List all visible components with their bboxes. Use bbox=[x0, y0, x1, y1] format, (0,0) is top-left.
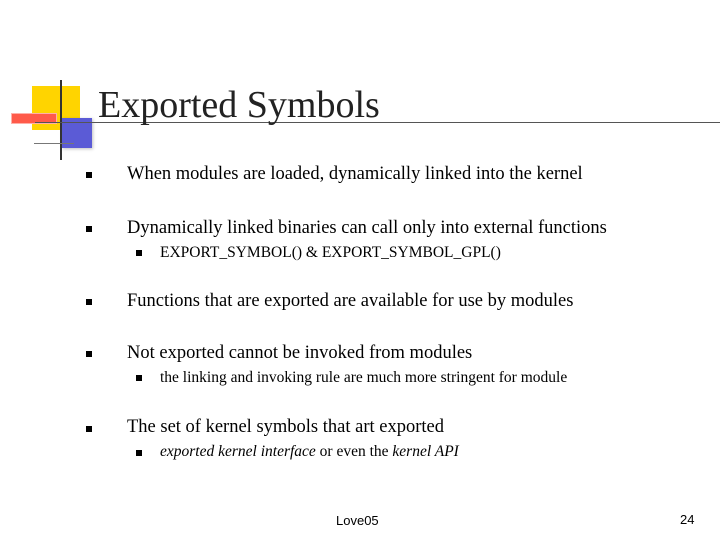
bullet-marker bbox=[86, 426, 92, 432]
slide-footer: Love05 bbox=[336, 513, 379, 528]
bullet-text: The set of kernel symbols that art exported bbox=[127, 417, 444, 437]
sub-bullet-text: the linking and invoking rule are much more stringent for module bbox=[160, 369, 568, 386]
sub-bullet-text: EXPORT_SYMBOL() & EXPORT_SYMBOL_GPL() bbox=[160, 244, 501, 261]
sub-bullet-marker bbox=[136, 450, 142, 456]
sub-bullet-marker bbox=[136, 250, 142, 256]
italic-term: exported kernel interface bbox=[160, 443, 316, 460]
bullet-marker bbox=[86, 299, 92, 305]
bullet-marker bbox=[86, 226, 92, 232]
bullet-text: Dynamically linked binaries can call only into external functions bbox=[127, 218, 607, 238]
bullet-text: Functions that are exported are available for use by modules bbox=[127, 291, 574, 311]
bullet-marker bbox=[86, 351, 92, 357]
decor-vertical-line bbox=[60, 80, 62, 160]
sub-bullet-text bbox=[160, 442, 459, 462]
sub-bullet-marker bbox=[136, 375, 142, 381]
plain-text: or even the bbox=[315, 443, 393, 460]
italic-term: kernel API bbox=[392, 443, 459, 460]
bullet-marker bbox=[86, 172, 92, 178]
bullet-text: Not exported cannot be invoked from modules bbox=[127, 343, 473, 363]
bullet-text: When modules are loaded, dynamically linked into the kernel bbox=[127, 164, 583, 184]
decor-short-line bbox=[34, 143, 74, 144]
slide-title: Exported Symbols bbox=[98, 84, 380, 126]
page-number: 24 bbox=[680, 512, 695, 527]
